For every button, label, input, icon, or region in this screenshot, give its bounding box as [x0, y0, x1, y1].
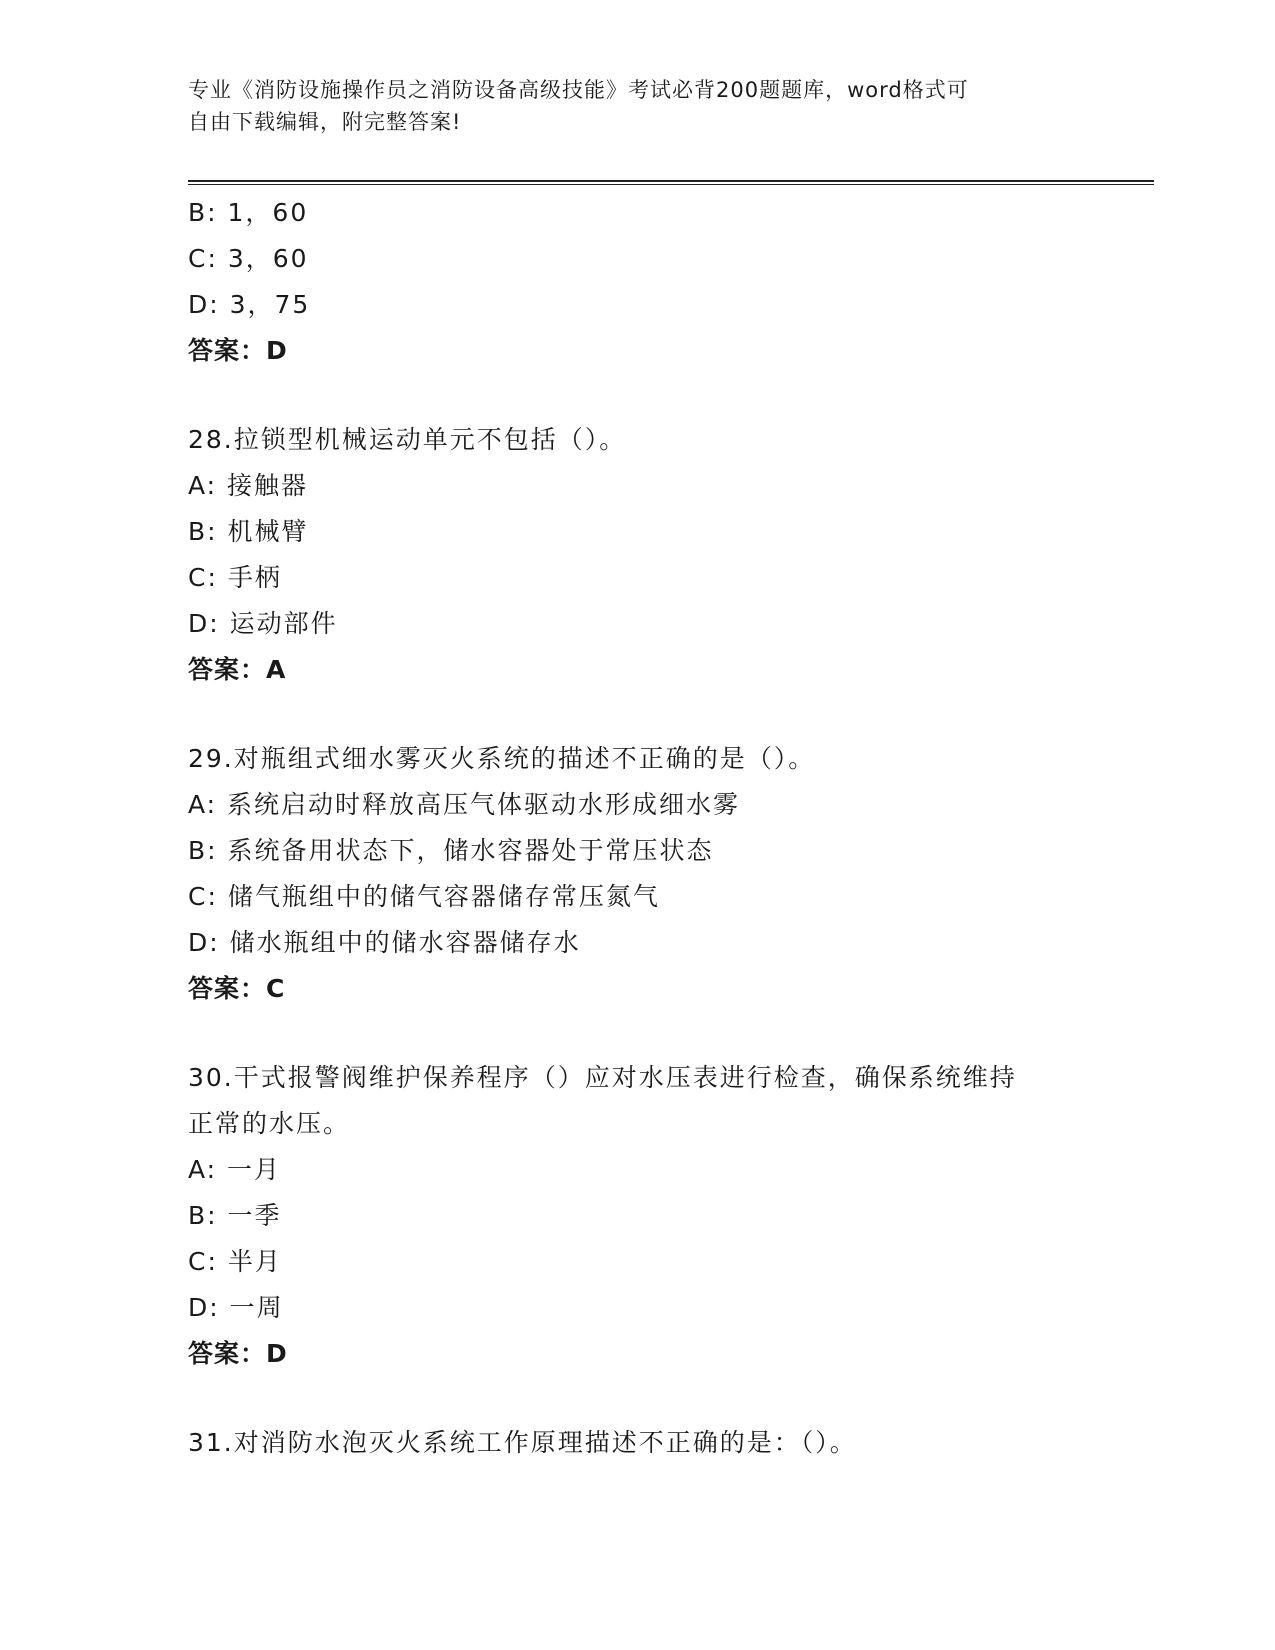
option-d: D: 一周	[188, 1293, 284, 1322]
option-c: C: 储气瓶组中的储气容器储存常压氮气	[188, 882, 660, 911]
option-d: D: 运动部件	[188, 609, 338, 638]
header-title-line-2: 自由下载编辑，附完整答案!	[188, 110, 462, 134]
header-divider-thin	[188, 184, 1154, 185]
question-stem-line-2: 正常的水压。	[188, 1109, 351, 1138]
option-b: B: 一季	[188, 1201, 282, 1230]
answer-line: 答案：C	[188, 974, 286, 1003]
question-28	[188, 417, 1108, 693]
header-divider	[188, 180, 1154, 182]
question-29	[188, 736, 1108, 1012]
option-c: C: 手柄	[188, 563, 282, 592]
question-30	[188, 1055, 1108, 1377]
question-stem: 28.拉锁型机械运动单元不包括（）。	[188, 425, 627, 454]
question-list	[188, 190, 1108, 1466]
option-c: C: 3，60	[188, 244, 309, 273]
document-header	[188, 74, 1088, 138]
question-stem: 31.对消防水泡灭火系统工作原理描述不正确的是：（）。	[188, 1428, 857, 1457]
option-b: B: 1，60	[188, 198, 309, 227]
option-b: B: 系统备用状态下，储水容器处于常压状态	[188, 836, 714, 865]
question-fragment	[188, 190, 1108, 374]
answer-line: 答案：A	[188, 655, 287, 684]
option-c: C: 半月	[188, 1247, 282, 1276]
answer-line: 答案：D	[188, 336, 288, 365]
option-b: B: 机械臂	[188, 517, 309, 546]
option-a: A: 系统启动时释放高压气体驱动水形成细水雾	[188, 790, 741, 819]
question-stem: 29.对瓶组式细水雾灭火系统的描述不正确的是（）。	[188, 744, 816, 773]
option-d: D: 储水瓶组中的储水容器储存水	[188, 928, 581, 957]
question-31	[188, 1420, 1108, 1466]
option-a: A: 接触器	[188, 471, 309, 500]
question-stem-line-1: 30.干式报警阀维护保养程序（）应对水压表进行检查，确保系统维持	[188, 1063, 1017, 1092]
option-d: D: 3，75	[188, 290, 311, 319]
option-a: A: 一月	[188, 1155, 282, 1184]
answer-line: 答案：D	[188, 1339, 288, 1368]
header-title-line-1: 专业《消防设施操作员之消防设备高级技能》考试必背200题题库，word格式可	[188, 78, 969, 102]
